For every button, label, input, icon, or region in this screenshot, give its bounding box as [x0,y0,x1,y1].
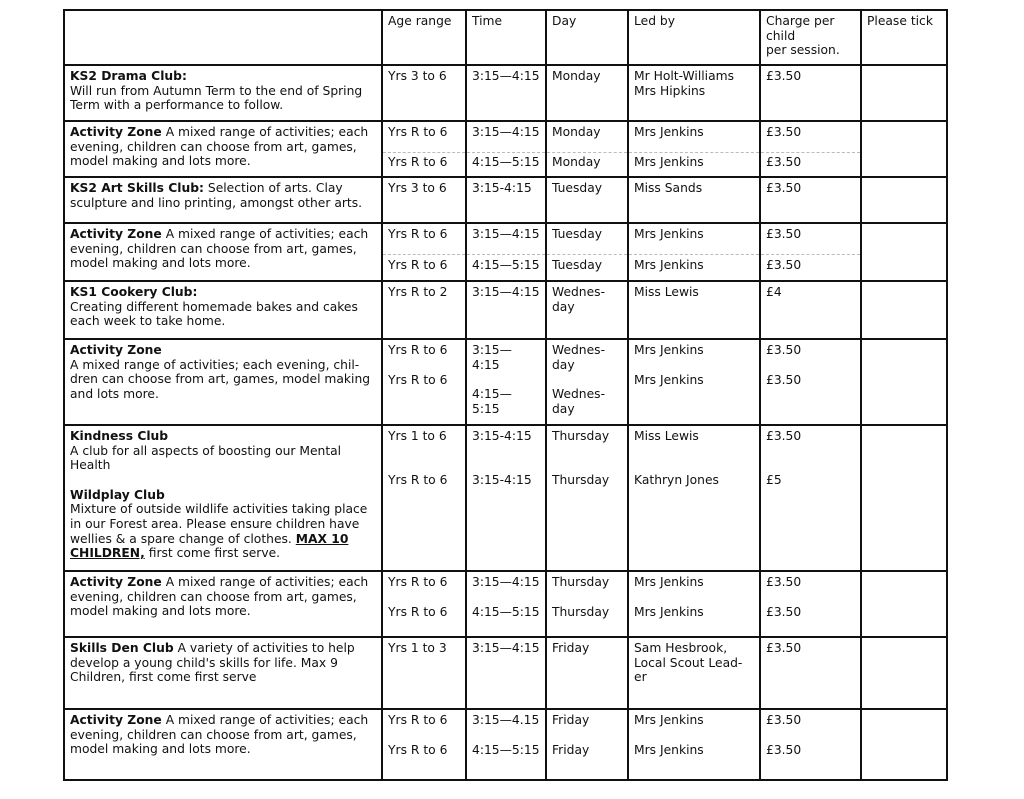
charge-cell: £3.50 [760,65,861,121]
session-2-led: Mrs Jenkins [634,742,704,757]
table-row [64,177,947,223]
club-title: Skills Den Club [70,641,174,655]
session-1-age: Yrs 1 to 6 [388,429,447,443]
session-2-charge: £3.50 [766,155,802,169]
table-row [64,637,947,709]
header-led-by: Led by [628,10,760,65]
club-title: KS1 Cookery Club: [70,285,198,299]
club-title: Activity Zone [70,125,162,139]
club-title: Activity Zone [70,713,162,727]
session-1-time: 3:15—4:15 [467,227,545,255]
age-cell [382,571,466,637]
session-1-charge: £3.50 [766,343,802,357]
time-cell [466,425,546,571]
club-title: Activity Zone [70,227,162,241]
session-2-charge: £5 [766,472,782,487]
max-children-notice: MAX 10 CHILDREN, [70,531,349,561]
age-cell: Yrs 1 to 3 [382,637,466,709]
table-row [64,425,947,571]
session-2-led: Mrs Jenkins [634,258,704,272]
session-2-day: Wednes- day [552,387,606,416]
session-1-day: Wednes- day [552,343,606,372]
time-cell [466,223,546,281]
charge-cell [760,121,861,177]
charge-cell [760,339,861,425]
charge-cell: £3.50 [760,637,861,709]
club-title: Activity Zone [70,575,162,589]
time-cell: 3:15—4:15 [466,65,546,121]
session-2-time: 4:15—5:15 [472,258,540,272]
club-text: A mixed range of activities; each evening, children can choose from art, games, model making and lots more. [70,227,369,271]
club-title: KS2 Art Skills Club: [70,181,204,195]
session-2-day: Thursday [552,604,610,619]
session-1-time: 3:15—4.15 [472,713,540,727]
led-by-cell [628,121,760,177]
day-cell [546,571,628,637]
table-row [64,223,947,281]
session-2-charge: £3.50 [766,372,802,387]
club-description [64,571,382,637]
tick-box[interactable] [861,223,947,281]
charge-cell [760,223,861,281]
table-row [64,709,947,780]
session-1-day: Monday [547,125,627,153]
club-text: A mixed range of activities; each evening, children can choose from art, games, model making and lots more. [70,713,369,757]
session-1-led: Mrs Jenkins [634,575,704,589]
club-description [64,637,382,709]
session-1-age: Yrs R to 6 [388,343,448,357]
session-2-day: Tuesday [552,258,603,272]
session-2-time: 4:15—5:15 [472,742,540,757]
session-2-age: Yrs R to 6 [388,604,448,619]
day-cell: Monday [546,65,628,121]
club-description [64,425,382,571]
club-description [64,281,382,339]
header-description [64,10,382,65]
session-1-time: 3:15—4:15 [467,125,545,153]
club-text: Selection of arts. Clay sculpture and lino printing, amongst other arts. [70,181,363,210]
age-cell: Yrs 3 to 6 [382,65,466,121]
session-2-day: Monday [552,155,601,169]
time-cell [466,571,546,637]
charge-cell: £4 [760,281,861,339]
tick-box[interactable] [861,121,947,177]
header-day: Day [546,10,628,65]
club-description [64,65,382,121]
time-cell: 3:15—4:15 [466,637,546,709]
club-title: Activity Zone [70,343,162,357]
tick-box[interactable] [861,571,947,637]
day-cell: Friday [546,637,628,709]
charge-cell [760,709,861,780]
session-1-day: Thursday [552,429,610,443]
session-1-led: Miss Lewis [634,429,699,443]
charge-cell [760,425,861,571]
charge-cell: £3.50 [760,177,861,223]
session-2-age: Yrs R to 6 [388,372,448,387]
table-row [64,339,947,425]
age-cell [382,425,466,571]
day-cell: Tuesday [546,177,628,223]
tick-box[interactable] [861,281,947,339]
club-description [64,709,382,780]
club-description [64,223,382,281]
time-cell: 3:15-4:15 [466,177,546,223]
session-1-age: Yrs R to 6 [383,227,465,255]
session-1-charge: £3.50 [766,575,802,589]
table-row [64,65,947,121]
session-2-led: Mrs Jenkins [634,604,704,619]
club-description [64,121,382,177]
club-description [64,177,382,223]
session-1-age: Yrs R to 6 [388,575,448,589]
header-please-tick: Please tick [861,10,947,65]
led-by-cell: Miss Sands [628,177,760,223]
session-1-charge: £3.50 [761,227,860,255]
session-2-time: 3:15-4:15 [472,472,532,487]
session-2-led: Mrs Jenkins [634,155,704,169]
club-description [64,339,382,425]
day-cell [546,121,628,177]
led-by-cell [628,425,760,571]
session-1-day: Thursday [552,575,610,589]
charge-cell [760,571,861,637]
session-1-day: Friday [552,713,590,727]
tick-box[interactable] [861,339,947,425]
day-cell [546,223,628,281]
day-cell [546,425,628,571]
club-text: A club for all aspects of boosting our Mental Health [70,443,342,473]
tick-box[interactable] [861,425,947,571]
session-2-led: Kathryn Jones [634,472,719,487]
session-1-age: Yrs R to 6 [383,125,465,153]
led-by-cell [628,571,760,637]
club-text: A mixed range of activities; each evening, children can choose from art, games, model making and lots more. [70,575,369,619]
session-1-time: 3:15—4:15 [472,575,540,589]
day-cell [546,339,628,425]
club-text-2: Mixture of outside wildlife activities taking place in our Forest area. Please ensure children have wellies & a spare change of clothes. [70,502,368,546]
day-cell: Wednes- day [546,281,628,339]
clubs-table [63,9,948,781]
time-cell: 3:15—4:15 [466,281,546,339]
session-1-charge: £3.50 [766,713,802,727]
session-2-age: Yrs R to 6 [388,472,448,487]
header-charge: Charge per child per session. [760,10,861,65]
session-2-day: Thursday [552,472,610,487]
table-row [64,121,947,177]
age-cell: Yrs R to 2 [382,281,466,339]
led-by-cell: Miss Lewis [628,281,760,339]
time-cell [466,709,546,780]
club-text: A variety of activities to help develop a young child's skills for life. Max 9 Children, first come first serve [70,641,355,685]
age-cell [382,223,466,281]
tick-box[interactable] [861,177,947,223]
club-text: Creating different homemade bakes and cakes each week to take home. [70,299,358,329]
session-1-led: Mrs Jenkins [629,125,759,153]
club-text: Will run from Autumn Term to the end of Spring Term with a performance to follow. [70,83,363,113]
session-2-time: 4:15—5:15 [472,155,540,169]
session-2-time: 4:15—5:15 [472,604,540,619]
session-1-led: Mrs Jenkins [634,343,704,357]
day-cell [546,709,628,780]
led-by-cell: Mr Holt-Williams Mrs Hipkins [628,65,760,121]
session-1-led: Mrs Jenkins [634,713,704,727]
age-cell: Yrs 3 to 6 [382,177,466,223]
age-cell [382,121,466,177]
club-title: KS2 Drama Club: [70,69,187,83]
session-2-charge: £3.50 [766,604,802,619]
club-title: Kindness Club [70,429,169,443]
table-row [64,571,947,637]
session-2-age: Yrs R to 6 [388,155,448,169]
header-age-range: Age range [382,10,466,65]
tick-box[interactable] [861,709,947,780]
led-by-cell: Sam Hesbrook, Local Scout Lead- er [628,637,760,709]
club-text: A mixed range of activities; each evening, children can choose from art, games, model making and lots more. [70,125,369,169]
session-2-charge: £3.50 [766,258,802,272]
session-1-led: Mrs Jenkins [629,227,759,255]
header-time: Time [466,10,546,65]
time-cell [466,339,546,425]
session-1-charge: £3.50 [766,429,802,443]
club-text: A mixed range of activities; each evening, chil-dren can choose from art, games, model making and lots more. [70,357,371,401]
session-2-led: Mrs Jenkins [634,372,704,387]
header-row [64,10,947,65]
session-1-time: 3:15-4:15 [472,429,532,443]
club-title-2: Wildplay Club [70,487,165,502]
session-1-day: Tuesday [547,227,627,255]
age-cell [382,339,466,425]
time-cell [466,121,546,177]
session-2-time: 4:15— 5:15 [472,387,512,416]
session-1-age: Yrs R to 6 [388,713,448,727]
led-by-cell [628,339,760,425]
tick-box[interactable] [861,65,947,121]
session-2-charge: £3.50 [766,742,802,757]
age-cell [382,709,466,780]
led-by-cell [628,709,760,780]
tick-box[interactable] [861,637,947,709]
session-2-day: Friday [552,742,590,757]
session-1-charge: £3.50 [761,125,860,153]
led-by-cell [628,223,760,281]
session-2-age: Yrs R to 6 [388,742,448,757]
club-text-2-tail: first come first serve. [148,546,281,561]
session-2-age: Yrs R to 6 [388,258,448,272]
table-row [64,281,947,339]
session-1-time: 3:15— 4:15 [472,343,512,372]
